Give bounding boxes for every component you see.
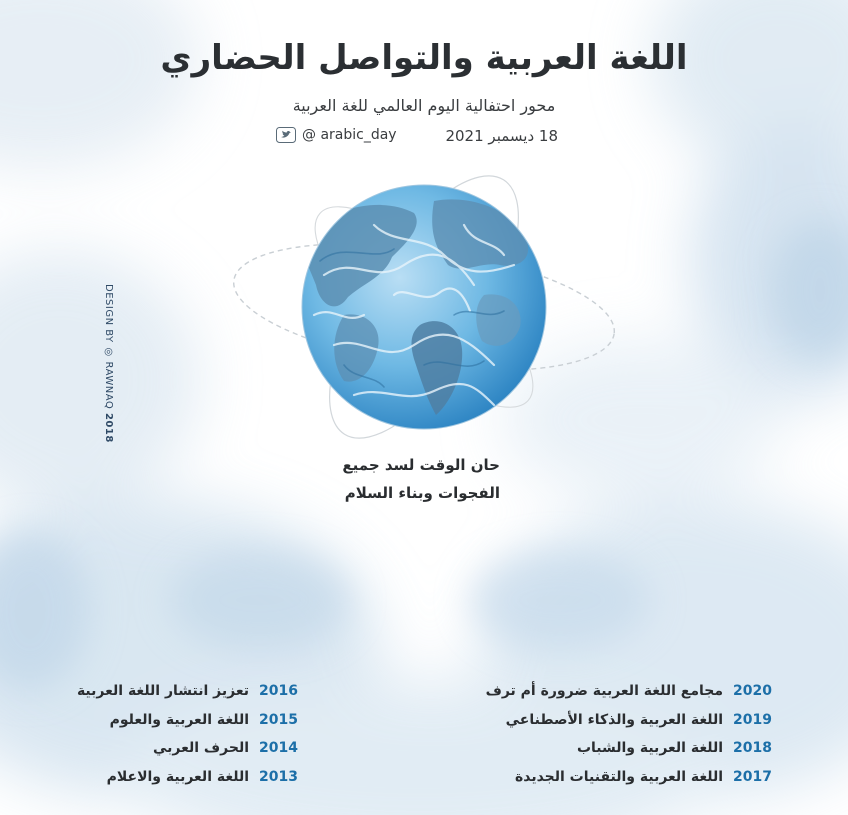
event-date: 18 ديسمبر 2021	[445, 127, 558, 145]
design-credit-prefix: DESIGN BY	[103, 284, 114, 343]
tagline-line-2: الفجوات وبناء السلام	[344, 484, 500, 502]
design-credit-year: 2018	[103, 412, 114, 443]
globe-illustration	[224, 165, 624, 455]
theme-item	[506, 709, 772, 731]
twitter-handle[interactable]	[276, 124, 397, 146]
twitter-handle-text: @ arabic_day	[302, 127, 397, 143]
theme-item	[515, 766, 772, 788]
theme-item	[110, 709, 298, 731]
theme-item	[77, 680, 298, 702]
theme-label: اللغة العربية والاعلام	[106, 769, 250, 785]
theme-label: اللغة العربية والذكاء الأصطناعي	[505, 712, 724, 728]
theme-year: 2015	[259, 712, 298, 728]
theme-year: 2016	[259, 683, 298, 699]
theme-label: مجامع اللغة العربية ضرورة أم ترف	[485, 683, 724, 699]
theme-item	[153, 737, 298, 759]
theme-label: اللغة العربية والعلوم	[109, 712, 250, 728]
page-title: اللغة العربية والتواصل الحضاري	[160, 38, 688, 78]
theme-year: 2018	[733, 740, 772, 756]
theme-item	[107, 766, 298, 788]
theme-year: 2019	[733, 712, 772, 728]
theme-item	[577, 737, 772, 759]
theme-year: 2020	[733, 683, 772, 699]
theme-year: 2013	[259, 769, 298, 785]
theme-label: الحرف العربي	[152, 740, 250, 756]
theme-label: اللغة العربية والتقنيات الجديدة	[514, 769, 724, 785]
theme-label: تعزيز انتشار اللغة العربية	[76, 683, 250, 699]
tagline-line-1: حان الوقت لسد جميع	[342, 456, 500, 474]
instagram-icon: ◎	[103, 346, 114, 358]
theme-year: 2017	[733, 769, 772, 785]
theme-item	[486, 680, 772, 702]
design-credit	[103, 284, 114, 443]
design-credit-name: RAWNAQ	[103, 361, 114, 410]
page-subtitle: محور احتفالية اليوم العالمي للغة العربية	[292, 96, 556, 115]
twitter-icon	[276, 127, 296, 143]
theme-year: 2014	[259, 740, 298, 756]
theme-label: اللغة العربية والشباب	[576, 740, 724, 756]
